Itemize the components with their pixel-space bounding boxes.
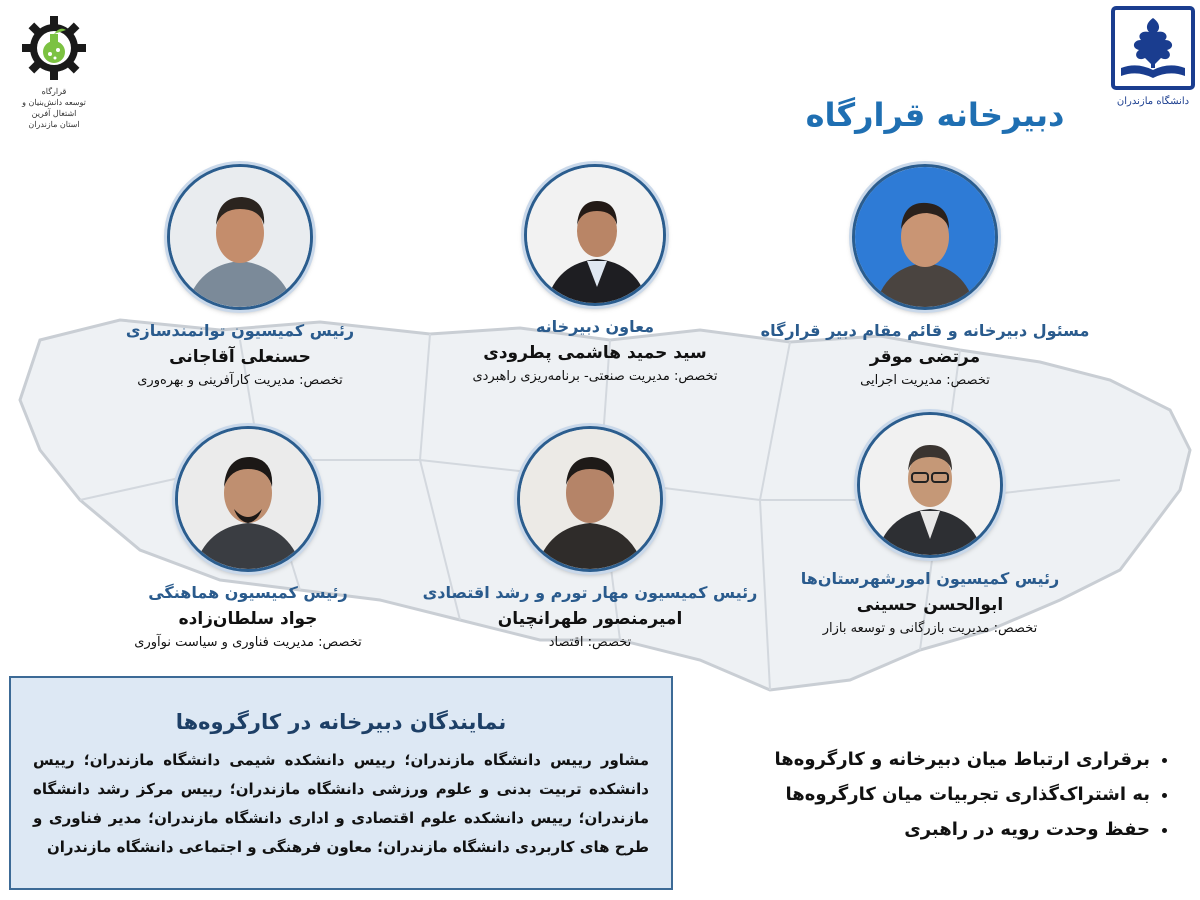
university-emblem-icon xyxy=(1111,6,1195,90)
representatives-text: مشاور رییس دانشگاه مازندران؛ رییس دانشکده شیمی دانشگاه مازندران؛ رییس دانشکده تربیت بدنی و علوم ورزشی دانشگاه مازندران؛ رییس مرکز رشد دانشگاه مازندران؛ رییس دانشکده علوم اقتصادی و اداری دانشگاه مازندران؛ مدیر فناوری و طرح های کاربردی دانشگاه مازندران؛ معاون فرهنگی و اجتماعی دانشگاه مازندران xyxy=(33,751,649,856)
duty-item: • به اشتراک‌گذاری تجربیات میان کارگروه‌ها xyxy=(740,777,1150,812)
member-role: رئیس کمیسیون مهار تورم و رشد اقتصادی xyxy=(422,583,758,602)
member-photo xyxy=(857,412,1003,558)
member-card xyxy=(68,426,428,652)
portrait-icon xyxy=(527,167,666,306)
member-card xyxy=(60,164,420,390)
portrait-icon xyxy=(860,415,1000,555)
representatives-panel xyxy=(9,676,673,890)
member-photo xyxy=(852,164,998,310)
member-photo xyxy=(175,426,321,572)
member-specialty: تخصص: مدیریت اجرایی xyxy=(860,373,990,388)
duty-item: • برقراری ارتباط میان دبیرخانه و کارگروه‌ها xyxy=(740,742,1150,777)
member-role: رئیس کمیسیون توانمندسازی xyxy=(125,321,355,340)
member-photo xyxy=(517,426,663,572)
left-logo-caption-1: قرارگاه xyxy=(41,87,67,96)
member-photo xyxy=(524,164,666,306)
representatives-title: نمایندگان دبیرخانه در کارگروه‌ها xyxy=(175,710,507,734)
member-name: امیرمنصور طهرانچیان xyxy=(497,609,683,629)
page-title: دبیرخانه قرارگاه xyxy=(805,96,1065,134)
university-logo xyxy=(1110,6,1196,107)
member-name: سید حمید هاشمی پطرودی xyxy=(483,343,707,363)
portrait-icon xyxy=(855,167,995,307)
duty-item: • حفظ وحدت رویه در راهبری xyxy=(740,812,1150,847)
portrait-icon xyxy=(178,429,318,569)
member-role: مسئول دبیرخانه و قائم مقام دبیر قرارگاه xyxy=(760,321,1090,340)
member-name: حسنعلی آقاجانی xyxy=(169,347,311,367)
member-card xyxy=(415,164,775,386)
member-card xyxy=(750,412,1110,638)
member-specialty: تخصص: مدیریت کارآفرینی و بهره‌وری xyxy=(137,373,343,388)
member-specialty: تخصص: مدیریت بازرگانی و توسعه بازار xyxy=(822,621,1038,636)
duties-list xyxy=(740,742,1180,847)
member-name: ابوالحسن حسینی xyxy=(856,595,1004,615)
left-logo-caption-2: توسعه دانش‌بنیان و اشتغال آفرین xyxy=(22,98,86,118)
member-photo xyxy=(167,164,313,310)
portrait-icon xyxy=(170,167,310,307)
member-role: رئیس کمیسیون امورشهرستان‌ها xyxy=(800,569,1060,588)
gear-flask-icon xyxy=(20,14,88,82)
member-name: مرتضی موقر xyxy=(869,347,981,367)
member-role: رئیس کمیسیون هماهنگی xyxy=(148,583,348,602)
right-logo-caption: دانشگاه مازندران xyxy=(1116,96,1190,107)
gharargah-logo xyxy=(14,14,94,130)
member-card xyxy=(745,164,1105,390)
portrait-icon xyxy=(520,429,660,569)
left-logo-caption-3: استان مازندران xyxy=(28,120,80,129)
member-specialty: تخصص: اقتصاد xyxy=(548,635,632,650)
member-specialty: تخصص: مدیریت فناوری و سیاست نوآوری xyxy=(134,635,362,650)
member-specialty: تخصص: مدیریت صنعتی- برنامه‌ریزی راهبردی xyxy=(472,369,718,384)
member-card xyxy=(410,426,770,652)
member-name: جواد سلطان‌زاده xyxy=(178,609,318,629)
member-role: معاون دبیرخانه xyxy=(535,317,655,336)
